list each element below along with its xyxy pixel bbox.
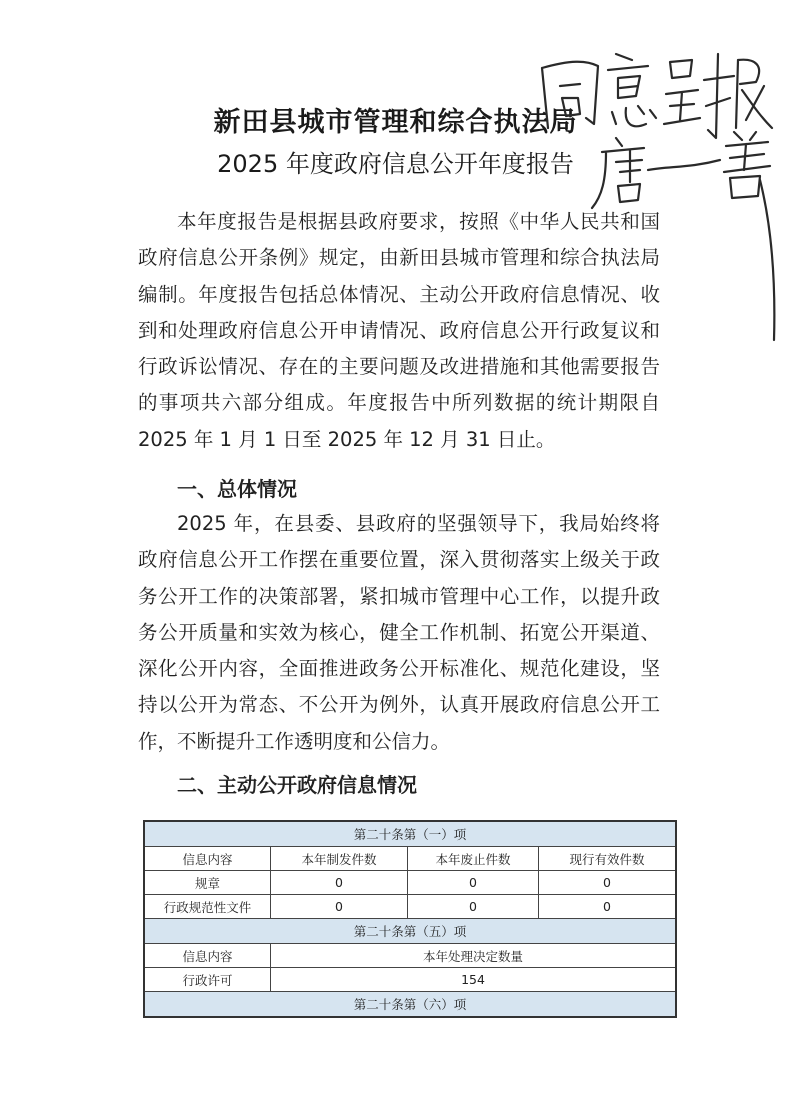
table-section-header xyxy=(144,821,676,847)
table-cell: 0 xyxy=(539,871,677,895)
section-heading-active-disclosure: 二、主动公开政府信息情况 xyxy=(177,773,417,797)
table-row xyxy=(144,968,676,992)
table-header-row xyxy=(144,944,676,968)
column-header: 本年制发件数 xyxy=(271,847,408,871)
column-header: 信息内容 xyxy=(144,944,271,968)
document-subtitle: 2025 年度政府信息公开年度报告 xyxy=(217,150,574,178)
table-cell: 0 xyxy=(539,895,677,919)
table-cell: 154 xyxy=(271,968,677,992)
column-header: 本年废止件数 xyxy=(408,847,539,871)
table-cell: 0 xyxy=(408,871,539,895)
row-label: 行政许可 xyxy=(144,968,271,992)
section-heading-overview: 一、总体情况 xyxy=(177,477,297,501)
column-header: 现行有效件数 xyxy=(539,847,677,871)
table-row xyxy=(144,895,676,919)
table-header-row xyxy=(144,847,676,871)
table-cell: 0 xyxy=(271,871,408,895)
row-label: 行政规范性文件 xyxy=(144,895,271,919)
table-cell: 0 xyxy=(271,895,408,919)
disclosure-table xyxy=(143,820,677,1018)
column-header: 信息内容 xyxy=(144,847,271,871)
overview-paragraph: 2025 年，在县委、县政府的坚强领导下，我局始终将政府信息公开工作摆在重要位置，深入贯彻落实上级关于政务公开工作的决策部署，紧扣城市管理中心工作，以提升政务公开质量和实效为核心，健全工作机制、拓宽公开渠道、深化公开内容，全面推进政务公开标准化、规范化建设，坚持以公开为常态、不公开为例外，认真开展政府信息公开工作，不断提升工作透明度和公信力。 xyxy=(138,512,660,753)
document-title: 新田县城市管理和综合执法局 xyxy=(213,107,578,138)
table-section-header xyxy=(144,992,676,1018)
intro-paragraph: 本年度报告是根据县政府要求，按照《中华人民共和国政府信息公开条例》规定，由新田县城市管理和综合执法局编制。年度报告包括总体情况、主动公开政府信息情况、收到和处理政府信息公开申请情况、政府信息公开行政复议和行政诉讼情况、存在的主要问题及改进措施和其他需要报告的事项共六部分组成。年度报告中所列数据的统计期限自 2025 年 1 月 1 日至 2025 年 12 月 31 日止。 xyxy=(138,210,660,451)
table-row xyxy=(144,871,676,895)
table-section-header xyxy=(144,919,676,944)
column-header: 本年处理决定数量 xyxy=(271,944,677,968)
section-b-title: 第二十条第（五）项 xyxy=(144,919,676,944)
section-c-title: 第二十条第（六）项 xyxy=(144,992,676,1018)
table-cell: 0 xyxy=(408,895,539,919)
section-a-title: 第二十条第（一）项 xyxy=(144,821,676,847)
row-label: 规章 xyxy=(144,871,271,895)
